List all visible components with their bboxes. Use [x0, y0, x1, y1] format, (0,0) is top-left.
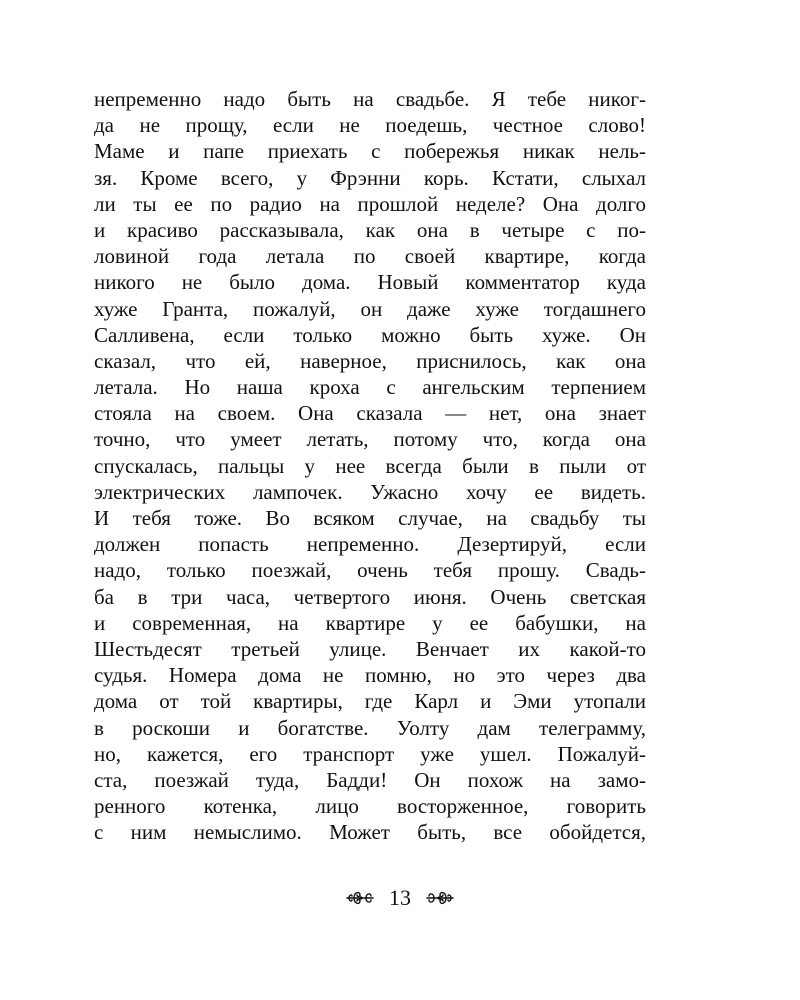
text-line: с ним немыслимо. Может быть, все обойдется,: [94, 820, 646, 845]
text-line: непременно надо быть на свадьбе. Я тебе никог-: [94, 87, 646, 111]
text-line: ста, поезжай туда, Бадди! Он похож на замо-: [94, 767, 646, 792]
text-line: Салливена, если только можно быть хуже. Он: [94, 322, 646, 347]
text-line: точно, что умеет летать, потому что, когда она: [94, 427, 646, 452]
text-line: летала. Но наша кроха с ангельским терпением: [94, 375, 646, 400]
page-footer: [0, 881, 800, 915]
text-line: ренного котенка, лицо восторженное, говорить: [94, 794, 646, 819]
text-line: и красиво рассказывала, как она в четыре с по-: [94, 217, 646, 242]
text-line: дома от той квартиры, где Карл и Эми утопали: [94, 689, 646, 714]
text-line: стояла на своем. Она сказала — нет, она знает: [94, 401, 646, 426]
fleuron-right-icon: [425, 887, 455, 909]
text-line: спускалась, пальцы у нее всегда были в пыли от: [94, 453, 646, 478]
text-line: никого не было дома. Новый комментатор куда: [94, 270, 646, 295]
text-line: в роскоши и богатстве. Уолту дам телеграмму,: [94, 715, 646, 740]
text-line: ба в три часа, четвертого июня. Очень светская: [94, 584, 646, 609]
text-line: сказал, что ей, наверное, приснилось, как она: [94, 348, 646, 373]
text-line: Шестьдесят третьей улице. Венчает их какой-то: [94, 636, 646, 661]
text-line: ли ты ее по радио на прошлой неделе? Она долго: [94, 191, 646, 216]
body-text: [94, 86, 646, 845]
page-number: 13: [389, 885, 411, 910]
text-line: электрических лампочек. Ужасно хочу ее видеть.: [94, 479, 646, 504]
text-line: надо, только поезжай, очень тебя прошу. Свадь-: [94, 558, 646, 583]
text-line: судья. Номера дома не помню, но это через два: [94, 663, 646, 688]
text-line: но, кажется, его транспорт уже ушел. Пожалуй-: [94, 741, 646, 766]
fleuron-left-icon: [345, 887, 375, 909]
text-line: зя. Кроме всего, у Фрэнни корь. Кстати, слыхал: [94, 165, 646, 190]
text-line: да не прощу, если не поедешь, честное слово!: [94, 113, 646, 138]
text-line: хуже Гранта, пожалуй, он даже хуже тогдашнего: [94, 296, 646, 321]
text-line: должен попасть непременно. Дезертируй, если: [94, 532, 646, 557]
text-line: Маме и папе приехать с побережья никак нель-: [94, 139, 646, 164]
text-line: ловиной года летала по своей квартире, когда: [94, 244, 646, 269]
text-line: и современная, на квартире у ее бабушки, на: [94, 610, 646, 635]
text-line: И тебя тоже. Во всяком случае, на свадьбу ты: [94, 506, 646, 530]
